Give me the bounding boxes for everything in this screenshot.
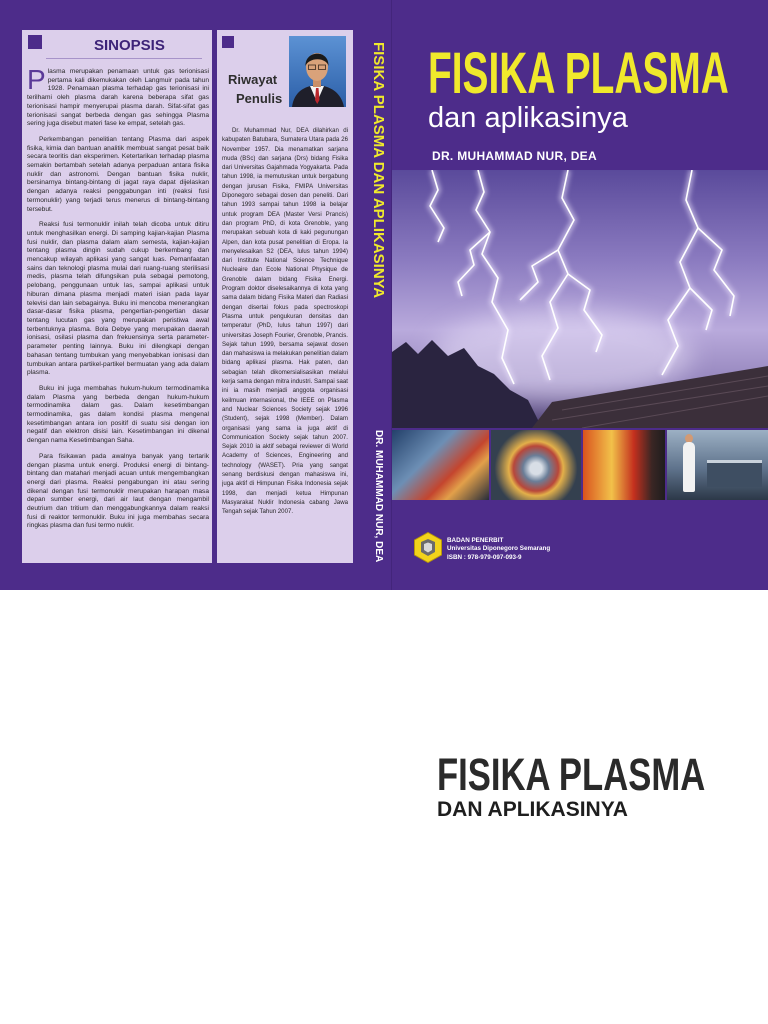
plasma-glow-photo	[583, 430, 665, 500]
researcher-figure	[683, 442, 695, 492]
bio-heading-line2: Penulis	[236, 91, 283, 106]
publisher-university: Universitas Diponegoro Semarang	[447, 545, 551, 553]
author-bio-panel	[217, 30, 353, 563]
drop-cap: P	[27, 68, 46, 95]
spine-title: FISIKA PLASMA DAN APLIKASINYA	[370, 42, 387, 299]
front-title: FISIKA PLASMA	[428, 45, 729, 105]
laboratory-photo	[667, 430, 768, 500]
front-subtitle: dan aplikasinya	[428, 102, 628, 134]
synopsis-paragraph: Buku ini juga membahas hukum-hukum termodinamika dalam Plasma yang berbeda dengan hukum-hukum termodinamika dalam gas. Dalam kesetimbangan termodinamika, gas dalam kondisi plasma mengenal kesetimbangan antara ion positif di suatu sisi dengan ion negatif dan elektron disisi lain. Kesetimbangan ini dikenal dengan nama Kesetimbangan Saha.	[27, 384, 209, 445]
front-title-container	[428, 45, 748, 105]
synopsis-square-icon	[28, 35, 42, 49]
synopsis-paragraph	[27, 68, 209, 129]
synopsis-paragraph: Perkembangan penelitian tentang Plasma dari aspek fisika, kimia dan bantuan analitik membuat sangat pesat baik secara teoritis dan eksperimen. Ketertarikan terhadap plasma semakin bertambah setelah adanya perpaduan antara fisika nuklir dan astronomi. Dengan bantuan fisika nuklir, bersinarnya bintang-bintang di jagat raya dapat dijelaskan dengan adanya reaksi penggabungan inti (reaksi fusi termonuklir) yang terjadi terus menerus di bintang-bintang tersebut.	[27, 135, 209, 213]
bio-body: Dr. Muhammad Nur, DEA dilahirkan di kabupaten Batubara, Sumatera Utara pada 26 November 1957. Dia menamatkan sarjana muda (BSc) dan sarjana (Drs) bidang Fisika dari Universitas Gajahmada Yogyakarta. Pada tahun 1998, ia memutuskan untuk bergabung dengan jurusan Fisika, FMIPA Universitas Diponegoro sebagai dosen dan peneliti. Dari tahun 1993 sampai tahun 1998 ia belajar untuk program DEA (Master Versi Prancis) dan program PhD, di kota Grenoble, yang merupakan sebuah kota di kaki pegunungan Alpen, dan kota pusat penelitian di Eropa. Ia menyelesaikan S2 (DEA, lulus tahun 1994) dari Institute National Science Technique Nucleaire dan Ecole National Physique de Grenoble dalam bidang Fisika Energi. Program doktor diselesaikannya di kota yang sama dalam bidang Fisika Materi dan Radiasi dengan disertai fokus pada spectroskopi Plasma untuk pengukuran densitas dan temperatur (PhD, lulus tahun 1997) dari universitas Joseph Fourier, Grenoble, Prancis. Sejak tahun 1999, bersama sejawat dosen dan mahasiswa ia melakukan penelitian dalam bidang aplikasi plasma. Hak paten, dan sebagian telah dikomersialisasikan melalui kerja sama dengan mitra industri. Sampai saat ini ia masih menjadi anggota organisasi keilmuan internasional, the IEEE on Plasma and Nuclear Sciences Society sejak 1996 (Student), sejak 1998 (Member). Dalam organisasi yang sama ia juga aktif di Communication Society sejak tahun 2007. Sejak 2010 ia aktif sebagai reviewer di World Academy of Sciences, Engineering and technology (WASET). Pria yang sangat senang berdiskusi dengan mahasiswa ini, juga aktif di Himpunan Fisika Indonesia sejak 1998, dan menjadi ketua Himpunan Masyarakat Nuklir Indonesia cabang Jawa Tengah sejak Tahun 2007.	[222, 127, 348, 516]
synopsis-panel	[22, 30, 212, 563]
title-page-title-container	[437, 752, 737, 802]
synopsis-divider	[46, 58, 202, 59]
publisher-name: BADAN PENERBIT	[447, 537, 504, 544]
isbn: ISBN : 978-979-097-093-9	[447, 553, 522, 561]
title-page-title: FISIKA PLASMA	[437, 752, 706, 800]
lab-bench	[707, 460, 762, 487]
lab-photo	[392, 430, 489, 500]
publisher-info	[447, 537, 550, 562]
synopsis-paragraph: Para fisikawan pada awalnya banyak yang tertarik dengan plasma untuk energi. Produksi energi di bintang-bintang dan matahari menjadi acuan untuk mengembangkan energi dari plasma. Reaksi pengabungan ini atau sering dikenal dengan fusi termonuklir merupakan harapan masa depan sumber energi, dari air laut dengan mengambil deutrium dan tritium dan menggabungkannya dalam reaksi fusi di reaktor termonuklir. Buku ini juga membahas secara ringkas plasma dan fusi termo nuklir.	[27, 452, 209, 530]
synopsis-paragraph: Reaksi fusi termonuklir inilah telah dicoba untuk ditiru untuk menghasilkan energi. Di samping kajian-kajian Plasma fusi nuklir, dan plasma dalam alam semesta, kajian-kajian tentang plasma dingin sudah cukup berkembang dan mencakup wilayah aplikasi yang sangat luas. Pemanfaatan sains dan teknologi plasma mulai dari ruang-ruang sterilisasi medis, plasma telah difungsikan pula sebagai pemotong, pelobang, penggunaan untuk las, sampai aplikasi untuk hiburan dimana plasma menjadi materi isian pada layar televisi dan lain sebagainya. Buku ini mencoba menerangkan dasar-dasar fisika plasma, pengertian-pengertian dasar tentang lucutan gas yang merupakan peristiwa awal terbentuknya plasma. Bola Debye yang merupakan daerah ionisasi, osilasi plasma dan frekuensinya serta parameter-parameter penting lainnya. Buku ini dilengkapi dengan bahasan tentang tumbukan yang menyebabkan ionisasi dan tumbukan antara partikel-partikel bermuatan yang ada dalam plasma.	[27, 221, 209, 377]
tokamak-photo	[491, 430, 581, 500]
publisher-logo-icon	[414, 532, 442, 563]
bio-square-icon	[222, 36, 234, 48]
synopsis-paragraph-text: lasma merupakan penamaan untuk gas terionisasi pertama kali dikemukakan oleh Langmuir pada tahun 1928. Penamaan plasma terhadap gas terionisasi ini terilhami oleh plasma darah karena beberapa sifat gas terionisasi hampir menyerupai plasma darah. Sifat-sifat gas terionisasi sangat berbeda dengan gas sehingga Plasma sering juga disebut materi fase ke empat, setelah gas.	[27, 68, 209, 128]
bio-heading-line1: Riwayat	[228, 72, 278, 87]
spine-author: DR. MUHAMMAD NUR, DEA	[373, 430, 384, 563]
synopsis-body	[27, 68, 209, 558]
synopsis-heading: SINOPSIS	[94, 37, 165, 54]
lightning-photo	[392, 170, 768, 428]
title-page-subtitle: DAN APLIKASINYA	[437, 798, 628, 821]
front-author: DR. MUHAMMAD NUR, DEA	[432, 149, 597, 163]
author-photo	[289, 36, 346, 107]
